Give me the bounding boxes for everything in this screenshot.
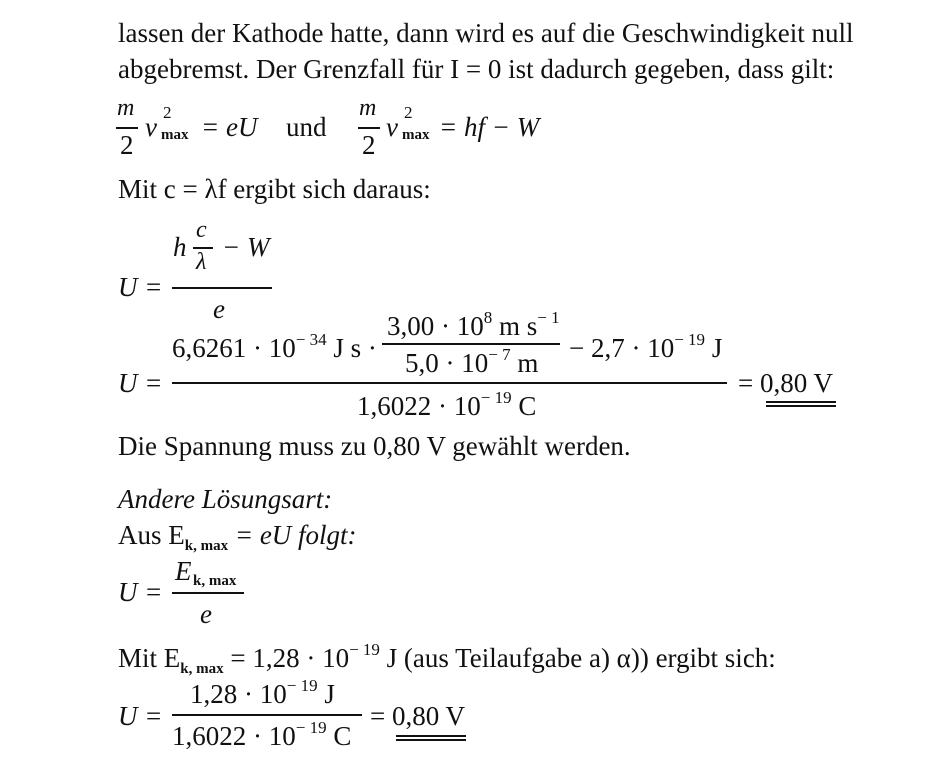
eq2-sub-max: max xyxy=(402,127,430,143)
formula-minus-w: − W xyxy=(222,232,270,262)
numeric-result-underline xyxy=(766,401,836,407)
numeric-speed: $3,00 \cdot 10^8$ m $s^{- 1}$ xyxy=(387,308,560,341)
eq1-square: 2 xyxy=(163,103,172,122)
formula-main-line xyxy=(172,287,272,289)
eq1-rhs: = eU xyxy=(201,112,258,142)
eq1-und: und xyxy=(286,112,327,142)
eq2-m: m xyxy=(359,95,377,121)
numeric-charge: $1,6022 \cdot 10^{- 19}$ C xyxy=(357,388,537,421)
eq1-frac-line xyxy=(116,127,138,129)
energy-frac-line xyxy=(172,592,244,594)
final-result: = 0,80 V xyxy=(370,701,465,731)
numeric-planck: $6,6261 \cdot 10^{- 34}$ J s · xyxy=(172,330,377,363)
eq1-two: 2 xyxy=(120,130,134,160)
eq2-square: 2 xyxy=(404,103,413,122)
final-U: U = xyxy=(118,701,163,731)
conclusion-line: Die Spannung muss zu 0,80 V gewählt werden. xyxy=(118,431,631,461)
numeric-main-line xyxy=(172,382,727,384)
mit2-line: Mit $E_{k, max} = 1,28 \cdot 10^{- 19}$ J (aus Teilaufgabe a) α)) ergibt sich: xyxy=(118,640,776,677)
eq2-rhs: = hf − W xyxy=(439,112,540,142)
numeric-U: U = xyxy=(118,368,163,398)
energy-e: e xyxy=(200,599,212,629)
formula-e: e xyxy=(213,294,225,324)
eq1-m: m xyxy=(117,95,135,121)
andere-heading: Andere Lösungsart: xyxy=(118,484,333,514)
eq1-sub-max: max xyxy=(161,127,189,143)
numeric-result: = 0,80 V xyxy=(738,368,833,398)
eq2-two: 2 xyxy=(362,130,376,160)
energy-U: U = xyxy=(118,577,163,607)
energy-E: E xyxy=(175,556,192,586)
eq2-v: v xyxy=(386,112,398,142)
formula-lambda: λ xyxy=(196,249,207,275)
text-line-2: abgebremst. Der Grenzfall für I = 0 ist dadurch gegeben, dass gilt: xyxy=(118,54,835,84)
final-numerator: $1,28 \cdot 10^{- 19}$ J xyxy=(190,676,335,709)
final-result-underline xyxy=(396,735,466,741)
energy-sub: k, max xyxy=(193,573,237,589)
final-denominator: $1,6022 \cdot 10^{- 19}$ C xyxy=(172,718,352,751)
formula-U: U = xyxy=(118,272,163,302)
numeric-inner-line xyxy=(382,343,560,345)
eq2-frac-line xyxy=(358,127,380,129)
text-line-1: lassen der Kathode hatte, dann wird es auf die Geschwindigkeit null xyxy=(118,18,854,48)
numeric-work-function: − $2,7 \cdot 10^{- 19}$ J xyxy=(569,330,723,363)
final-frac-line xyxy=(172,714,362,716)
formula-h: h xyxy=(173,232,187,262)
eq1-v: v xyxy=(145,112,157,142)
formula-c: c xyxy=(196,217,207,243)
aus-line: Aus $E_{k, max}$ = eU folgt: xyxy=(118,520,357,554)
numeric-wavelength: $5,0 \cdot 10^{- 7}$ m xyxy=(405,345,539,378)
mit-line: Mit c = λf ergibt sich daraus: xyxy=(118,174,431,204)
